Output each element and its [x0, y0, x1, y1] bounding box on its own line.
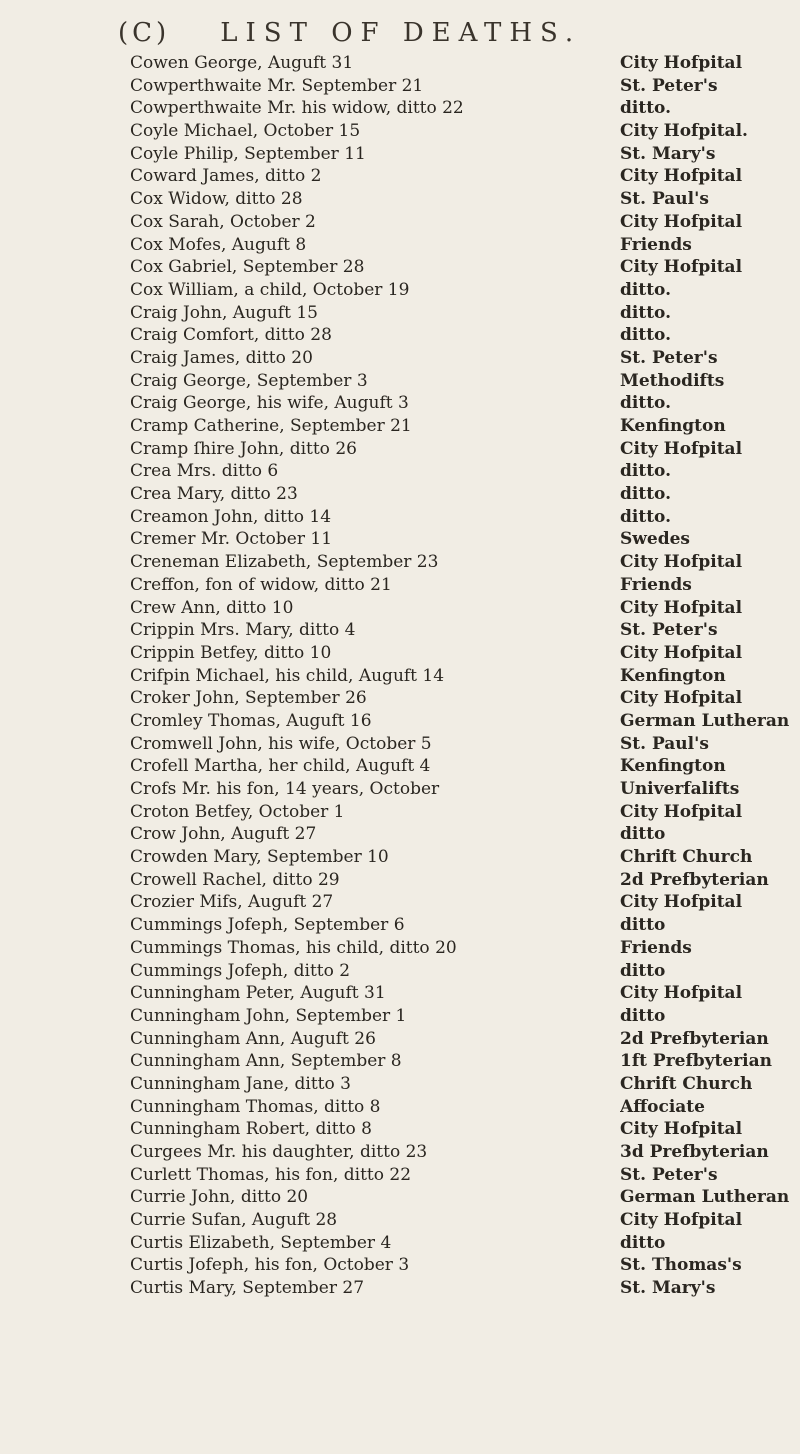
- deceased-entry: Cunningham Peter, Auguft 31: [130, 983, 386, 1004]
- list-item: [0, 211, 800, 234]
- list-item: [0, 1164, 800, 1187]
- burial-ground: ditto: [620, 1005, 666, 1026]
- deceased-entry: Cunningham Thomas, ditto 8: [130, 1096, 381, 1117]
- deceased-entry: Craig John, Auguft 15: [130, 302, 318, 323]
- burial-ground: City Hofpital: [620, 211, 743, 232]
- burial-ground: Kenfington: [620, 756, 726, 777]
- burial-ground: ditto.: [620, 98, 672, 119]
- list-item: [0, 143, 800, 166]
- list-item: [0, 52, 800, 75]
- burial-ground: St. Peter's: [620, 1164, 718, 1185]
- deceased-entry: Curtis Jofeph, his fon, October 3: [130, 1255, 410, 1276]
- list-item: [0, 1254, 800, 1277]
- list-item: [0, 460, 800, 483]
- deceased-entry: Cremer Mr. October 11: [130, 529, 333, 550]
- burial-ground: Kenfington: [620, 416, 726, 436]
- deceased-entry: Cox Sarah, October 2: [130, 211, 316, 232]
- list-item: [0, 982, 800, 1005]
- burial-ground: Friends: [620, 574, 692, 595]
- list-item: [0, 1232, 800, 1255]
- deceased-entry: Curtis Mary, September 27: [130, 1278, 365, 1299]
- list-item: [0, 75, 800, 98]
- deceased-entry: Cox Gabriel, September 28: [130, 257, 365, 278]
- burial-ground: ditto: [620, 915, 666, 936]
- deceased-entry: Cox Mofes, Auguft 8: [130, 234, 307, 255]
- deceased-entry: Cunningham John, September 1: [130, 1005, 407, 1026]
- deceased-entry: Creffon, fon of widow, ditto 21: [130, 574, 392, 595]
- list-item: [0, 302, 800, 325]
- burial-ground: 1ft Prefbyterian: [620, 1051, 773, 1072]
- deceased-entry: Cox William, a child, October 19: [130, 279, 410, 300]
- deceased-entry: Cowen George, Auguft 31: [130, 53, 354, 73]
- burial-ground: City Hofpital: [620, 1119, 743, 1140]
- burial-ground: Methodifts: [620, 370, 725, 391]
- burial-ground: St. Mary's: [620, 143, 716, 164]
- deceased-entry: Croton Betfey, October 1: [130, 801, 345, 822]
- list-item: [0, 551, 800, 574]
- list-item: [0, 914, 800, 937]
- deceased-entry: Coyle Philip, September 11: [130, 143, 366, 164]
- list-item: [0, 1096, 800, 1119]
- page-header: [118, 18, 738, 48]
- list-item: [0, 574, 800, 597]
- list-item: [0, 528, 800, 551]
- list-item: [0, 1073, 800, 1096]
- list-item: [0, 710, 800, 733]
- burial-ground: ditto.: [620, 393, 672, 414]
- burial-ground: ditto: [620, 1232, 666, 1253]
- burial-ground: City Hofpital: [620, 892, 743, 913]
- burial-ground: ditto: [620, 824, 666, 845]
- deceased-entry: Cunningham Ann, Auguft 26: [130, 1028, 376, 1049]
- list-item: [0, 392, 800, 415]
- burial-ground: City Hofpital: [620, 597, 743, 618]
- list-item: [0, 619, 800, 642]
- page-title: LIST OF DEATHS.: [220, 18, 582, 48]
- burial-ground: 2d Prefbyterian: [620, 869, 769, 890]
- burial-ground: Friends: [620, 937, 692, 958]
- burial-ground: Affociate: [620, 1096, 705, 1117]
- deceased-entry: Cummings Jofeph, September 6: [130, 915, 405, 936]
- list-item: [0, 1005, 800, 1028]
- burial-ground: City Hofpital: [620, 801, 743, 822]
- list-item: [0, 506, 800, 529]
- deceased-entry: Crowden Mary, September 10: [130, 847, 389, 868]
- burial-ground: ditto.: [620, 325, 672, 346]
- list-item: [0, 937, 800, 960]
- list-item: [0, 869, 800, 892]
- list-item: [0, 1209, 800, 1232]
- list-item: [0, 1277, 800, 1300]
- burial-ground: City Hofpital: [620, 642, 743, 663]
- deceased-entry: Cummings Jofeph, ditto 2: [130, 960, 351, 981]
- deceased-entry: Crippin Betfey, ditto 10: [130, 642, 332, 663]
- list-item: [0, 1028, 800, 1051]
- burial-ground: St. Peter's: [620, 347, 718, 368]
- deceased-entry: Craig James, ditto 20: [130, 347, 313, 368]
- deceased-entry: Curlett Thomas, his fon, ditto 22: [130, 1164, 412, 1185]
- list-item: [0, 279, 800, 302]
- burial-ground: 3d Prefbyterian: [620, 1142, 769, 1162]
- deceased-entry: Coyle Michael, October 15: [130, 121, 361, 142]
- list-item: [0, 801, 800, 824]
- page-number: (C): [118, 18, 171, 48]
- list-item: [0, 891, 800, 914]
- burial-ground: City Hofpital: [620, 688, 743, 709]
- list-item: [0, 324, 800, 347]
- deceased-entry: Cunningham Jane, ditto 3: [130, 1073, 351, 1094]
- deceased-entry: Cummings Thomas, his child, ditto 20: [130, 937, 457, 958]
- burial-ground: ditto.: [620, 279, 672, 300]
- deceased-entry: Currie John, ditto 20: [130, 1187, 309, 1208]
- deceased-entry: Cramp Catherine, September 21: [130, 416, 412, 436]
- deceased-entry: Currie Sufan, Auguft 28: [130, 1210, 338, 1231]
- list-item: [0, 1050, 800, 1073]
- deceased-entry: Crew Ann, ditto 10: [130, 597, 294, 618]
- list-item: [0, 97, 800, 120]
- list-item: [0, 960, 800, 983]
- burial-ground: City Hofpital.: [620, 121, 748, 142]
- list-item: [0, 483, 800, 506]
- burial-ground: Swedes: [620, 529, 691, 550]
- list-item: [0, 1118, 800, 1141]
- list-item: [0, 370, 800, 393]
- deceased-entry: Cromwell John, his wife, October 5: [130, 733, 432, 754]
- burial-ground: Univerfalifts: [620, 779, 740, 799]
- burial-ground: ditto.: [620, 461, 672, 482]
- list-item: [0, 188, 800, 211]
- burial-ground: ditto.: [620, 302, 672, 323]
- burial-ground: City Hofpital: [620, 1210, 743, 1231]
- deceased-entry: Cramp ſhire John, ditto 26: [130, 438, 357, 459]
- deceased-entry: Coward James, ditto 2: [130, 166, 322, 187]
- list-item: [0, 778, 800, 801]
- list-item: [0, 347, 800, 370]
- list-item: [0, 234, 800, 257]
- list-item: [0, 415, 800, 438]
- burial-ground: St. Peter's: [620, 620, 718, 641]
- burial-ground: City Hofpital: [620, 983, 743, 1004]
- deceased-entry: Craig Comfort, ditto 28: [130, 325, 332, 346]
- deceased-entry: Craig George, September 3: [130, 370, 368, 391]
- list-item: [0, 1141, 800, 1164]
- deceased-entry: Creamon John, ditto 14: [130, 506, 332, 527]
- deceased-entry: Crippin Mrs. Mary, ditto 4: [130, 620, 356, 641]
- deceased-entry: Crofs Mr. his fon, 14 years, October: [130, 779, 440, 799]
- list-item: [0, 687, 800, 710]
- deceased-entry: Cromley Thomas, Auguft 16: [130, 710, 372, 731]
- deceased-entry: Crow John, Auguft 27: [130, 824, 317, 845]
- deceased-entry: Crea Mrs. ditto 6: [130, 461, 279, 482]
- list-item: [0, 1186, 800, 1209]
- burial-ground: Chrift Church: [620, 1073, 753, 1094]
- burial-ground: Kenfington: [620, 665, 726, 686]
- deceased-entry: Cunningham Robert, ditto 8: [130, 1119, 372, 1140]
- deceased-entry: Crea Mary, ditto 23: [130, 484, 298, 505]
- deceased-entry: Cowperthwaite Mr. his widow, ditto 22: [130, 98, 464, 119]
- deceased-entry: Cowperthwaite Mr. September 21: [130, 75, 424, 96]
- deceased-entry: Curtis Elizabeth, September 4: [130, 1232, 392, 1253]
- list-item: [0, 120, 800, 143]
- deceased-entry: Crifpin Michael, his child, Auguft 14: [130, 665, 445, 686]
- deceased-entry: Curgees Mr. his daughter, ditto 23: [130, 1142, 428, 1162]
- burial-ground: City Hofpital: [620, 257, 743, 278]
- list-item: [0, 846, 800, 869]
- burial-ground: Friends: [620, 234, 692, 255]
- burial-ground: Chrift Church: [620, 847, 753, 868]
- list-item: [0, 256, 800, 279]
- list-item: [0, 665, 800, 688]
- burial-ground: St. Paul's: [620, 189, 709, 210]
- list-item: [0, 733, 800, 756]
- deceased-entry: Cox Widow, ditto 28: [130, 189, 303, 210]
- burial-ground: 2d Prefbyterian: [620, 1028, 769, 1049]
- deceased-entry: Croker John, September 26: [130, 688, 367, 709]
- deceased-entry: Crofell Martha, her child, Auguft 4: [130, 756, 431, 777]
- burial-ground: ditto.: [620, 506, 672, 527]
- list-item: [0, 438, 800, 461]
- death-list: [0, 52, 800, 1300]
- deceased-entry: Creneman Elizabeth, September 23: [130, 552, 439, 573]
- burial-ground: ditto: [620, 960, 666, 981]
- burial-ground: City Hofpital: [620, 166, 743, 187]
- burial-ground: German Lutheran: [620, 710, 790, 731]
- list-item: [0, 597, 800, 620]
- burial-ground: St. Paul's: [620, 733, 709, 754]
- list-item: [0, 165, 800, 188]
- burial-ground: City Hofpital: [620, 438, 743, 459]
- list-item: [0, 823, 800, 846]
- burial-ground: St. Mary's: [620, 1278, 716, 1299]
- deceased-entry: Crozier Mifs, Auguft 27: [130, 892, 334, 913]
- deceased-entry: Crowell Rachel, ditto 29: [130, 869, 340, 890]
- burial-ground: St. Peter's: [620, 75, 718, 96]
- deceased-entry: Cunningham Ann, September 8: [130, 1051, 402, 1072]
- burial-ground: ditto.: [620, 484, 672, 505]
- burial-ground: City Hofpital: [620, 53, 743, 73]
- deceased-entry: Craig George, his wife, Auguft 3: [130, 393, 409, 414]
- list-item: [0, 642, 800, 665]
- list-item: [0, 755, 800, 778]
- burial-ground: German Lutheran: [620, 1187, 790, 1208]
- burial-ground: St. Thomas's: [620, 1255, 742, 1276]
- burial-ground: City Hofpital: [620, 552, 743, 573]
